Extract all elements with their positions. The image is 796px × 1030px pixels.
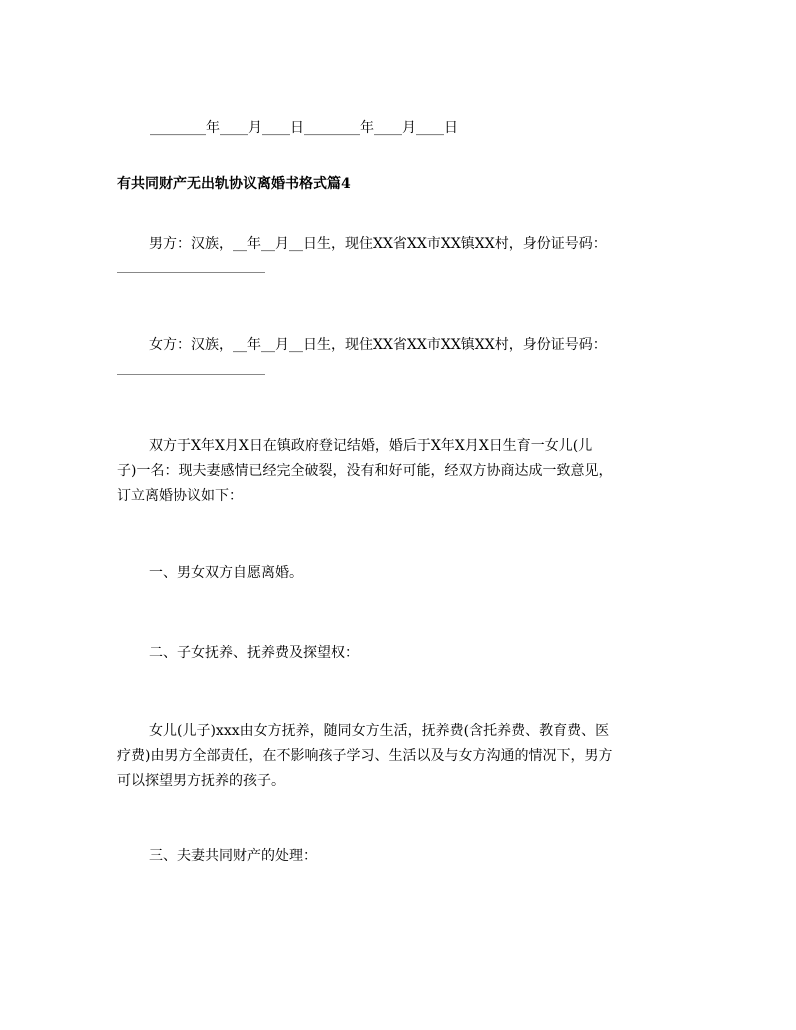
date-blank-3: ____ (262, 120, 290, 136)
day-label-1: 日 (290, 120, 304, 136)
clause-3: 三、夫妻共同财产的处理： (149, 848, 317, 864)
female-id-number-line (117, 374, 265, 375)
male-id-number-line (117, 272, 265, 273)
female-party-info: 女方：汉族，__年__月__日生，现住XX省XX市XX镇XX村，身份证号码： (149, 337, 607, 353)
month-label-1: 月 (248, 120, 262, 136)
custody-line-1: 女儿(儿子)xxx由女方抚养，随同女方生活，抚养费(含托养费、教育费、医 (149, 723, 610, 739)
section-title: 有共同财产无出轨协议离婚书格式篇4 (117, 176, 351, 192)
date-blank-2: ____ (220, 120, 248, 136)
date-blank-1: ________ (150, 120, 206, 136)
date-blank-6: ____ (416, 120, 444, 136)
date-blank-4: ________ (304, 120, 360, 136)
intro-line-3: 订立离婚协议如下： (117, 488, 243, 504)
clause-2: 二、子女抚养、抚养费及探望权： (149, 645, 359, 661)
intro-line-2: 子)一名：现夫妻感情已经完全破裂，没有和好可能，经双方协商达成一致意见， (117, 463, 613, 479)
male-party-info: 男方：汉族，__年__月__日生，现住XX省XX市XX镇XX村，身份证号码： (149, 236, 607, 252)
intro-line-1: 双方于X年X月X日在镇政府登记结婚，婚后于X年X月X日生育一女儿(儿 (149, 438, 593, 454)
custody-line-3: 可以探望男方抚养的孩子。 (117, 773, 285, 789)
clause-1: 一、男女双方自愿离婚。 (149, 565, 303, 581)
date-blank-5: ____ (374, 120, 402, 136)
custody-line-2: 疗费)由男方全部责任，在不影响孩子学习、生活以及与女方沟通的情况下，男方 (117, 748, 613, 764)
year-label-2: 年 (360, 120, 374, 136)
signature-date-line (150, 118, 458, 138)
day-label-2: 日 (444, 120, 458, 136)
month-label-2: 月 (402, 120, 416, 136)
year-label-1: 年 (206, 120, 220, 136)
